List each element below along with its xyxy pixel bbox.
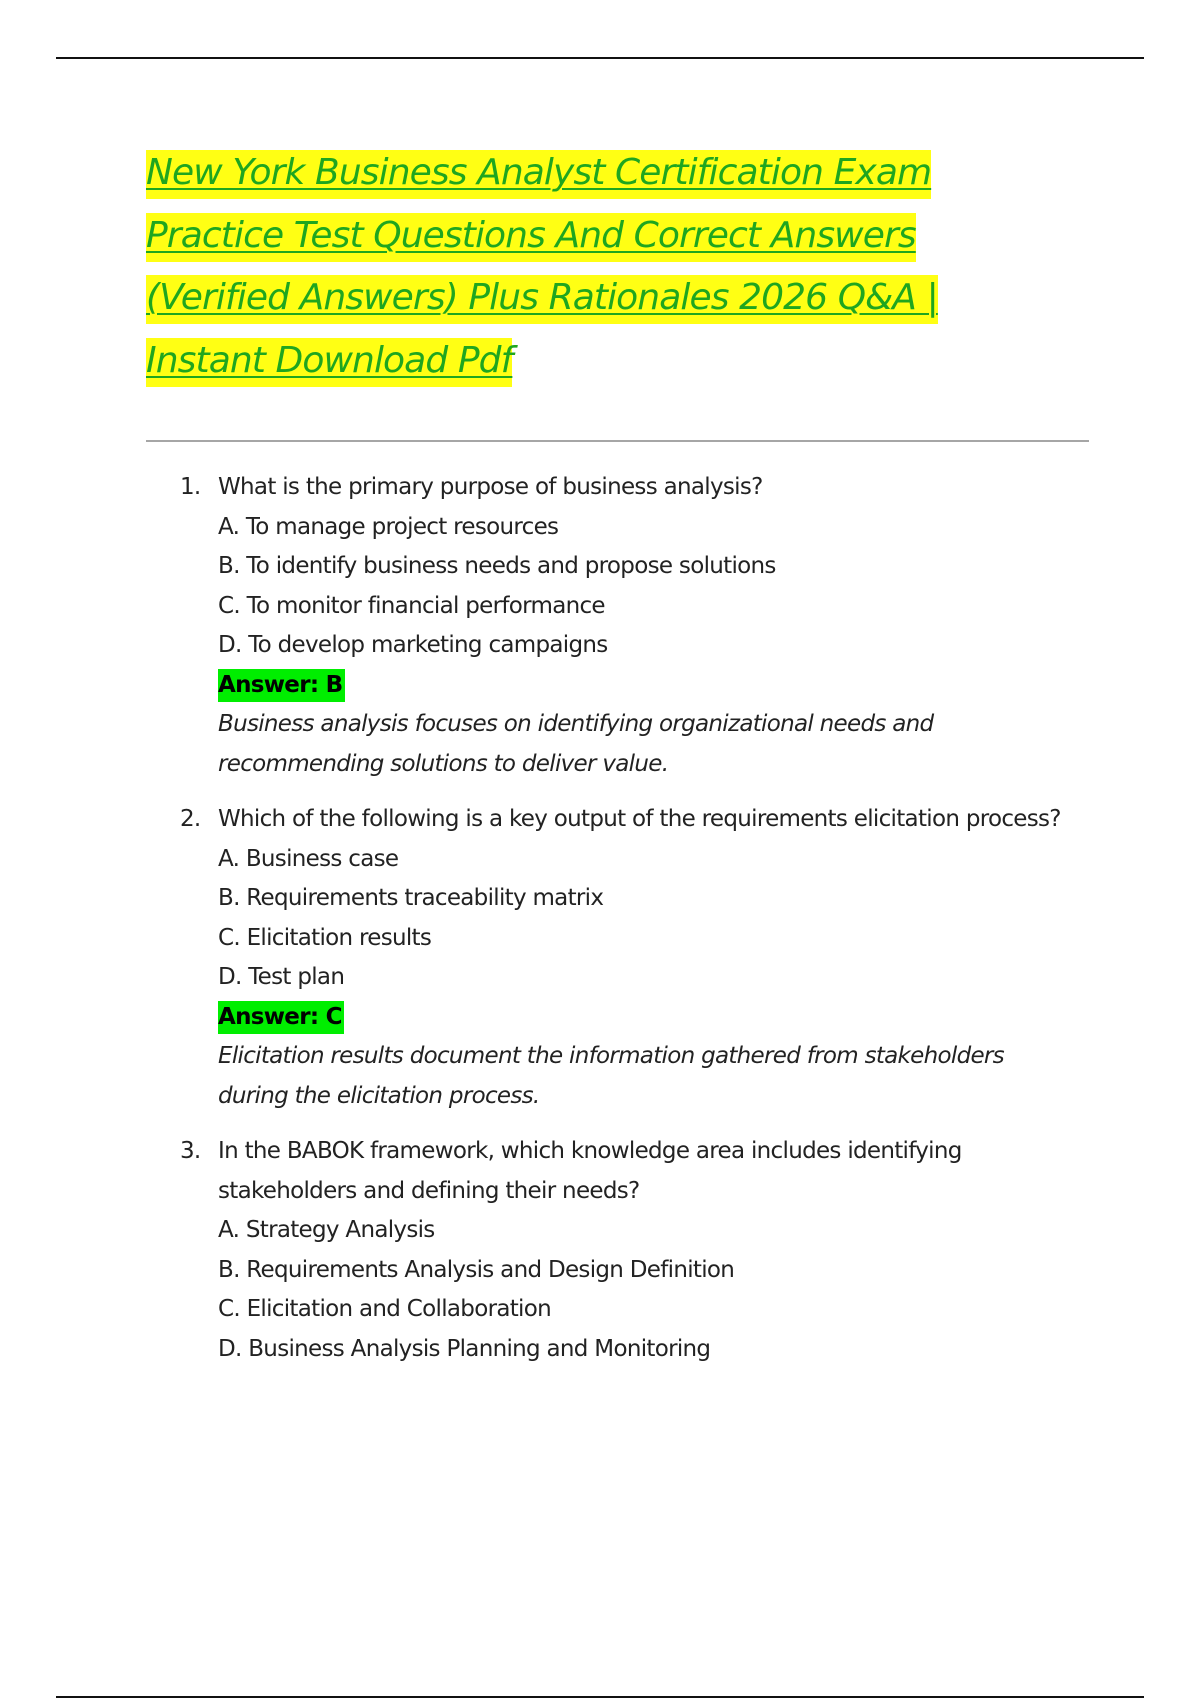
title-line-3: (Verified Answers) Plus Rationales 2026 Q&A |: [146, 275, 938, 324]
option-a: A. Strategy Analysis: [218, 1217, 435, 1243]
option-b: B. To identify business needs and propose solutions: [218, 553, 776, 579]
title-line-1: New York Business Analyst Certification Exam: [146, 150, 931, 199]
answer-row: [218, 998, 1080, 1038]
rationale-text: Elicitation results document the information gathered from stakeholders during the elicitation process.: [218, 1043, 1004, 1109]
option-d: D. To develop marketing campaigns: [218, 632, 608, 658]
question-number: 3.: [180, 1138, 201, 1164]
question-list: [180, 468, 1080, 1385]
option-a: A. Business case: [218, 845, 399, 872]
option-b: B. Requirements Analysis and Design Definition: [218, 1256, 735, 1283]
option-d: D. Test plan: [218, 964, 345, 990]
title-divider: [146, 440, 1089, 442]
question-text: What is the primary purpose of business analysis?: [218, 474, 763, 500]
question-3: [180, 1132, 1080, 1369]
title-line-2: Practice Test Questions And Correct Answers: [146, 213, 916, 262]
question-text: Which of the following is a key output of the requirements elicitation process?: [218, 806, 1061, 832]
option-b: B. Requirements traceability matrix: [218, 885, 604, 911]
question-number: 2.: [180, 806, 201, 832]
question-1: [180, 468, 1080, 784]
option-c: C. Elicitation results: [218, 924, 432, 951]
option-a: A. To manage project resources: [218, 513, 559, 540]
option-c: C. To monitor financial performance: [218, 592, 605, 619]
question-number: 1.: [180, 474, 201, 500]
answer-badge: Answer: C: [218, 1001, 344, 1034]
page-bottom-rule: [56, 1696, 1144, 1698]
document-title: [146, 142, 1006, 392]
page-top-rule: [56, 57, 1144, 59]
option-d: D. Business Analysis Planning and Monitoring: [218, 1335, 711, 1362]
answer-badge: Answer: B: [218, 669, 345, 702]
answer-row: [218, 666, 1080, 706]
question-text: In the BABOK framework, which knowledge area includes identifying stakeholders and defining their needs?: [218, 1138, 962, 1204]
question-2: [180, 800, 1080, 1116]
rationale-text: Business analysis focuses on identifying organizational needs and recommending solutions to deliver value.: [218, 711, 934, 777]
option-c: C. Elicitation and Collaboration: [218, 1296, 551, 1322]
title-line-4: Instant Download Pdf: [146, 338, 512, 387]
